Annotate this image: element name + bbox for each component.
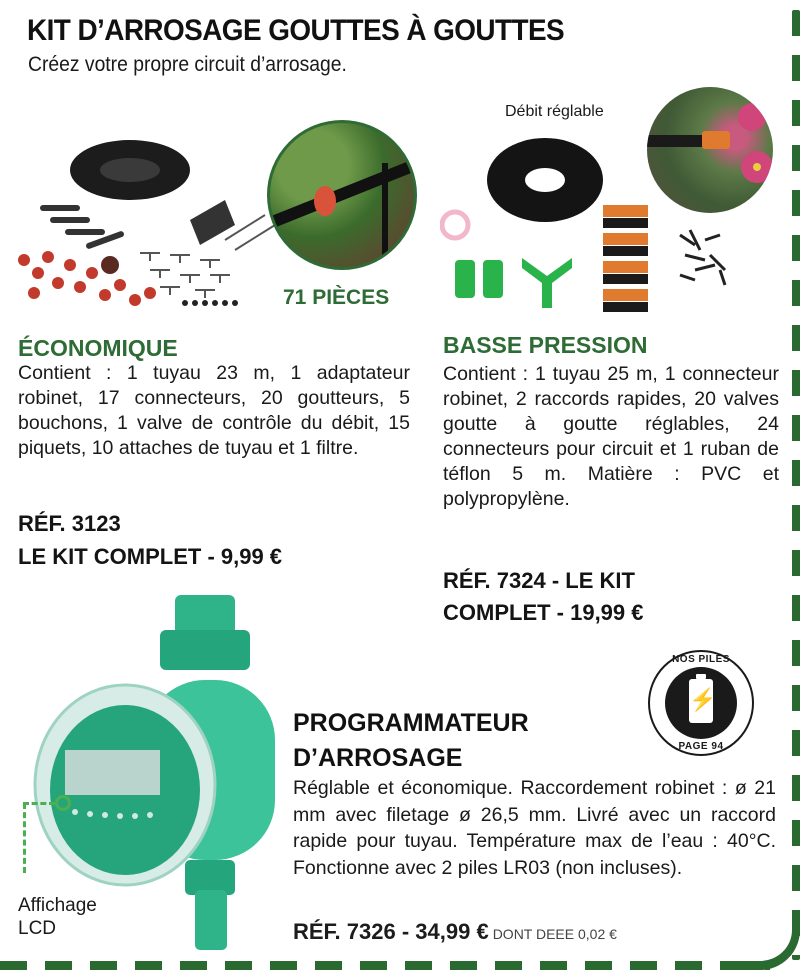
programmateur-ref-price [293, 919, 617, 945]
kit-basse-pression-heading: BASSE PRESSION [443, 332, 648, 358]
ref-price: RÉF. 7326 - 34,99 € [293, 919, 489, 944]
kit-basse-pression-description: Contient : 1 tuyau 25 m, 1 connecteur robinet, 2 raccords rapides, 20 valves goutte à goutte réglables, 24 connecteurs pour circuit et 1 ruban de téflon 5 m. Matière : PVC et polypropylène. [443, 363, 779, 510]
deee-note: DONT DEEE 0,02 € [492, 926, 617, 942]
kit-economique-description: Contient : 1 tuyau 23 m, 1 adaptateur robinet, 17 connecteurs, 20 goutteurs, 5 bouchons, 1 valve de contrôle du débit, 15 piquets, 10 attaches de tuyau et 1 filtre. [18, 362, 410, 459]
lcd-pointer-dot [55, 795, 71, 811]
debit-reglable-label: Débit réglable [505, 103, 604, 120]
kit-economique-price: LE KIT COMPLET - 9,99 € [18, 544, 283, 569]
battery-bolt-icon: ⚡ [665, 667, 737, 739]
kit-economique-detail-photo [267, 120, 417, 270]
badge-top-text: NOS PILES [672, 654, 730, 665]
programmateur-description: Réglable et économique. Raccordement robinet : ø 21 mm avec filetage ø 26,5 mm. Livré avec un raccord rapide pour tuyau. Température max de l’eau : 40°C. Fonctionne avec 2 piles LR03 (non incluses). [293, 777, 776, 879]
dashed-border-bottom [0, 961, 770, 970]
ref-price-line1: RÉF. 7324 - LE KIT [443, 568, 635, 593]
page-title: KIT D’ARROSAGE GOUTTES À GOUTTES [27, 14, 565, 47]
kit-basse-pression-ref-price [443, 566, 644, 628]
badge-bottom-text: PAGE 94 [678, 741, 724, 752]
kit-economique-image [10, 125, 280, 315]
lcd-label: Affichage LCD [18, 895, 97, 939]
kit-basse-pression-image [440, 130, 750, 320]
ref-price-line2: COMPLET - 19,99 € [443, 600, 644, 625]
pieces-count-label: 71 PIÈCES [283, 286, 390, 309]
batteries-badge [648, 650, 754, 756]
page-subtitle: Créez votre propre circuit d’arrosage. [28, 53, 347, 76]
lcd-pointer-line-vertical [23, 803, 26, 873]
border-corner [745, 925, 800, 970]
lcd-pointer-line [23, 802, 55, 805]
kit-economique-heading: ÉCONOMIQUE [18, 335, 178, 361]
dashed-border-right [792, 10, 800, 960]
programmateur-heading: PROGRAMMATEUR D’ARROSAGE [293, 709, 529, 772]
kit-economique-ref: RÉF. 3123 [18, 511, 121, 536]
